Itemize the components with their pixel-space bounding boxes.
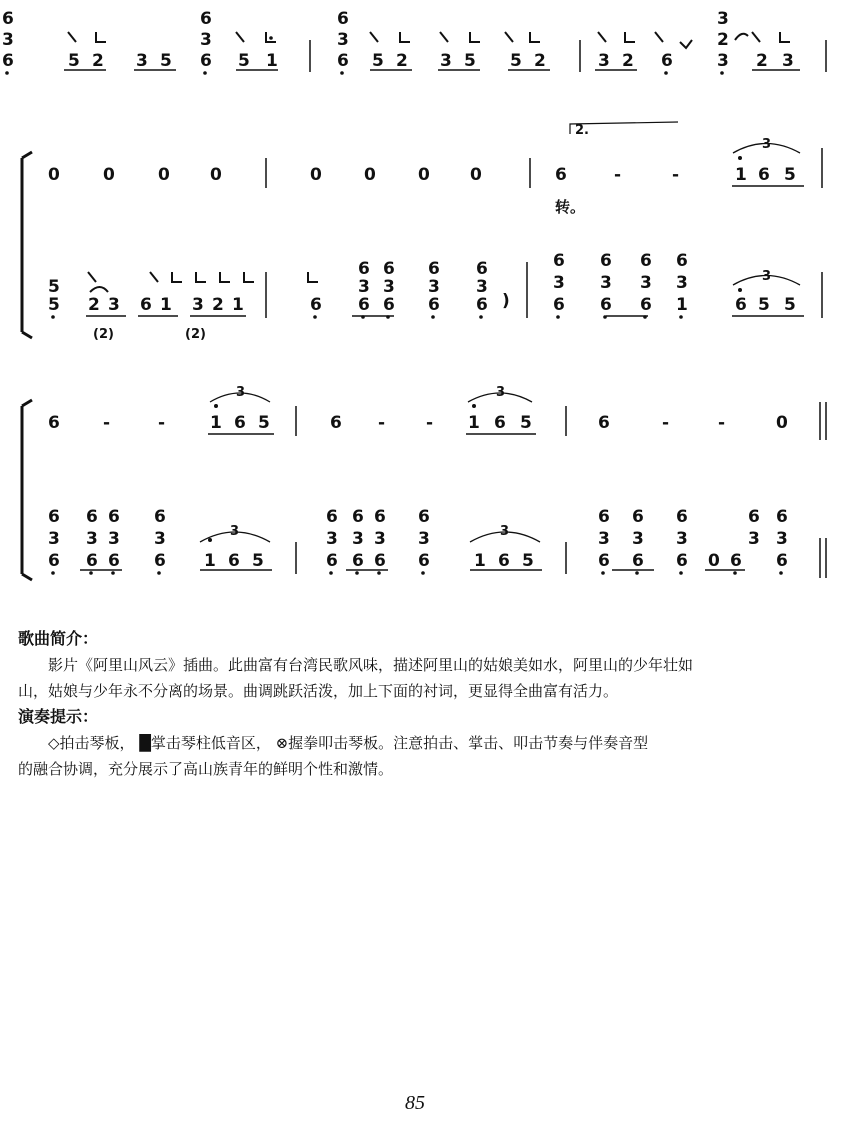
octave-dot	[738, 156, 742, 160]
chord-mid: 3	[632, 529, 644, 549]
chord-mid: 3	[598, 529, 610, 549]
note: 3	[136, 51, 148, 71]
chord-upper: 6	[352, 507, 364, 527]
note: 2	[88, 295, 100, 315]
chord-mid: 3	[640, 273, 652, 293]
note: 6	[661, 51, 673, 71]
note: 2	[534, 51, 546, 71]
section-heading-tips: 演奏提示：	[18, 707, 99, 726]
note: 6	[228, 551, 240, 571]
chord-upper: 6	[676, 251, 688, 271]
note: 5	[758, 295, 770, 315]
octave-dot-low	[601, 571, 605, 575]
note: 6	[374, 551, 386, 571]
chord-upper: 3	[717, 9, 729, 29]
note: 2	[92, 51, 104, 71]
note: 6	[428, 295, 440, 315]
triplet-label: 3	[762, 137, 772, 152]
note: 5	[68, 51, 80, 71]
chord-upper: 6	[383, 259, 395, 279]
octave-dot-low	[5, 71, 9, 75]
note: 6	[337, 51, 349, 71]
chord-mid: 3	[86, 529, 98, 549]
octave-dot	[738, 288, 742, 292]
triplet-label: 3	[230, 524, 240, 539]
octave-dot-low	[51, 315, 55, 319]
chord-mid: 3	[600, 273, 612, 293]
note: 3	[192, 295, 204, 315]
chord-mid: 3	[676, 273, 688, 293]
octave-dot-low	[679, 315, 683, 319]
note: 5	[160, 51, 172, 71]
note: 1	[232, 295, 244, 315]
note: 5	[520, 413, 532, 433]
note: 3	[108, 295, 120, 315]
chord-mid: 3	[108, 529, 120, 549]
dash: -	[426, 413, 434, 433]
note: 5	[252, 551, 264, 571]
dash: -	[718, 413, 726, 433]
note: 0	[103, 165, 115, 185]
octave-dot-low	[679, 571, 683, 575]
strum-marks	[68, 32, 790, 48]
note: 6	[310, 295, 322, 315]
note: 0	[48, 165, 60, 185]
note: 5	[464, 51, 476, 71]
chord-mid: 3	[200, 30, 212, 50]
system-brace	[22, 400, 32, 580]
melody-row	[48, 165, 796, 185]
accompaniment-row	[48, 251, 796, 319]
note: 5	[48, 277, 60, 297]
note: 0	[310, 165, 322, 185]
note: 3	[717, 51, 729, 71]
dash: -	[378, 413, 386, 433]
note: 3	[598, 51, 610, 71]
chord-mid: 3	[358, 277, 370, 297]
note: 6	[553, 295, 565, 315]
octave-dot-low	[431, 315, 435, 319]
note: 6	[776, 551, 788, 571]
chord-mid: 3	[428, 277, 440, 297]
dash: -	[662, 413, 670, 433]
dash: -	[614, 165, 622, 185]
note: 1	[474, 551, 486, 571]
intro-line-2: 山，姑娘与少年永不分离的场景。曲调跳跃活泼，加上下面的衬词，更显得全曲富有活力。	[18, 682, 619, 700]
chord-upper: 6	[428, 259, 440, 279]
octave-dot-low	[556, 315, 560, 319]
system-3	[22, 385, 826, 580]
octave-dot	[214, 404, 218, 408]
octave-dot	[472, 404, 476, 408]
note: 6	[476, 295, 488, 315]
note: 6	[108, 551, 120, 571]
triplet-label: 3	[496, 385, 506, 400]
chord-mid: 2	[717, 30, 729, 50]
note: 0	[210, 165, 222, 185]
triplet-label: 3	[236, 385, 246, 400]
note: 0	[158, 165, 170, 185]
note: 6	[598, 551, 610, 571]
note: 6	[48, 551, 60, 571]
note: 6	[326, 551, 338, 571]
note: 5	[48, 295, 60, 315]
note-row	[2, 36, 794, 75]
note: 2	[396, 51, 408, 71]
octave-dot-low	[340, 71, 344, 75]
note: 6	[330, 413, 342, 433]
note: 0	[708, 551, 720, 571]
note: 1	[266, 51, 278, 71]
note: 6	[140, 295, 152, 315]
chord-mid: 3	[418, 529, 430, 549]
note: 5	[258, 413, 270, 433]
chord-upper: 6	[2, 9, 14, 29]
chord-upper: 6	[553, 251, 565, 271]
chord-mid: 3	[337, 30, 349, 50]
note: 6	[2, 51, 14, 71]
chord-mid: 3	[48, 529, 60, 549]
chord-mid: 3	[776, 529, 788, 549]
chord-upper: 6	[154, 507, 166, 527]
beams	[208, 402, 826, 440]
note: 0	[364, 165, 376, 185]
chord-upper: 6	[358, 259, 370, 279]
tips-line-2: 的融合协调，充分展示了高山族青年的鲜明个性和激情。	[18, 760, 394, 778]
melody-row	[48, 413, 788, 433]
system-1	[2, 9, 826, 75]
chord-upper: 6	[748, 507, 760, 527]
note: 6	[555, 165, 567, 185]
system-2	[22, 122, 822, 342]
note: 1	[735, 165, 747, 185]
octave-dot-low	[203, 71, 207, 75]
octave-dot-low	[479, 315, 483, 319]
dash: -	[672, 165, 680, 185]
page-number: 85	[405, 1092, 425, 1114]
octave-dot-low	[157, 571, 161, 575]
chord-mid: 3	[352, 529, 364, 549]
note: 2	[756, 51, 768, 71]
octave-dot-low	[733, 571, 737, 575]
octave-dot	[269, 36, 273, 40]
strum-marks	[88, 272, 318, 292]
dash: -	[103, 413, 111, 433]
note: 6	[730, 551, 742, 571]
chord-upper: 6	[108, 507, 120, 527]
note: 6	[640, 295, 652, 315]
note: 6	[86, 551, 98, 571]
note: 1	[204, 551, 216, 571]
note: 5	[784, 295, 796, 315]
chord-upper: 6	[418, 507, 430, 527]
octave-dot-low	[89, 571, 93, 575]
note: 1	[468, 413, 480, 433]
note: 6	[676, 551, 688, 571]
note: 3	[782, 51, 794, 71]
octave-dot-low	[779, 571, 783, 575]
note: 2	[212, 295, 224, 315]
note: 0	[776, 413, 788, 433]
note: 6	[494, 413, 506, 433]
chord-upper: 6	[476, 259, 488, 279]
note: 6	[498, 551, 510, 571]
note: 6	[234, 413, 246, 433]
chord-upper: 6	[86, 507, 98, 527]
note: 0	[470, 165, 482, 185]
triplet-label: 3	[500, 524, 510, 539]
note: 5	[510, 51, 522, 71]
note: 6	[600, 295, 612, 315]
chord-upper: 6	[632, 507, 644, 527]
chord-upper: 6	[337, 9, 349, 29]
note: 6	[48, 413, 60, 433]
octave-dot-low	[329, 571, 333, 575]
section-heading-intro: 歌曲简介：	[18, 629, 99, 648]
octave-dot-low	[355, 571, 359, 575]
barlines	[310, 40, 826, 72]
octave-dot-low	[720, 71, 724, 75]
chord-upper: 6	[48, 507, 60, 527]
bracket-close: )	[502, 291, 510, 311]
note: 0	[418, 165, 430, 185]
accompaniment-row	[48, 507, 788, 575]
chord-upper: 6	[374, 507, 386, 527]
annotation: 转。	[555, 198, 586, 216]
repeat-count: (2)	[93, 327, 114, 342]
octave-dot-low	[51, 571, 55, 575]
octave-dot-low	[377, 571, 381, 575]
note: 5	[784, 165, 796, 185]
note: 3	[440, 51, 452, 71]
chord-mid: 3	[676, 529, 688, 549]
chord-upper: 6	[776, 507, 788, 527]
repeat-count: (2)	[185, 327, 206, 342]
chord-mid: 3	[476, 277, 488, 297]
note: 1	[210, 413, 222, 433]
octave-dot-low	[111, 571, 115, 575]
chord-mid: 3	[2, 30, 14, 50]
note: 6	[758, 165, 770, 185]
chord-upper: 6	[600, 251, 612, 271]
octave-dot-low	[421, 571, 425, 575]
octave-dot-low	[664, 71, 668, 75]
note: 6	[598, 413, 610, 433]
note: 6	[735, 295, 747, 315]
chord-upper: 6	[200, 9, 212, 29]
chord-mid: 3	[748, 529, 760, 549]
octave-dot-low	[313, 315, 317, 319]
note: 6	[154, 551, 166, 571]
octave-dot	[208, 538, 212, 542]
octave-dot-low	[635, 571, 639, 575]
note: 6	[418, 551, 430, 571]
note: 5	[522, 551, 534, 571]
chord-mid: 3	[553, 273, 565, 293]
chord-mid: 3	[154, 529, 166, 549]
note: 5	[372, 51, 384, 71]
note: 2	[622, 51, 634, 71]
note: 6	[352, 551, 364, 571]
intro-line-1: 影片《阿里山风云》插曲。此曲富有台湾民歌风味，描述阿里山的姑娘美如水，阿里山的少年壮如	[48, 656, 694, 674]
note: 6	[200, 51, 212, 71]
dash: -	[158, 413, 166, 433]
chord-upper: 6	[640, 251, 652, 271]
note: 5	[238, 51, 250, 71]
chord-mid: 3	[326, 529, 338, 549]
note: 6	[632, 551, 644, 571]
chord-mid: 3	[383, 277, 395, 297]
note: 6	[358, 295, 370, 315]
note: 1	[676, 295, 688, 315]
note: 6	[383, 295, 395, 315]
chord-upper: 6	[598, 507, 610, 527]
triplet-label: 3	[762, 269, 772, 284]
system-brace	[22, 152, 32, 338]
chord-upper: 6	[326, 507, 338, 527]
volta-label: 2.	[575, 123, 589, 138]
chord-mid: 3	[374, 529, 386, 549]
tips-line-1: ◇拍击琴板， █掌击琴柱低音区， ⊗握拳叩击琴板。注意拍击、掌击、叩击节奏与伴奏音型	[48, 734, 649, 752]
note: 1	[160, 295, 172, 315]
chord-upper: 6	[676, 507, 688, 527]
